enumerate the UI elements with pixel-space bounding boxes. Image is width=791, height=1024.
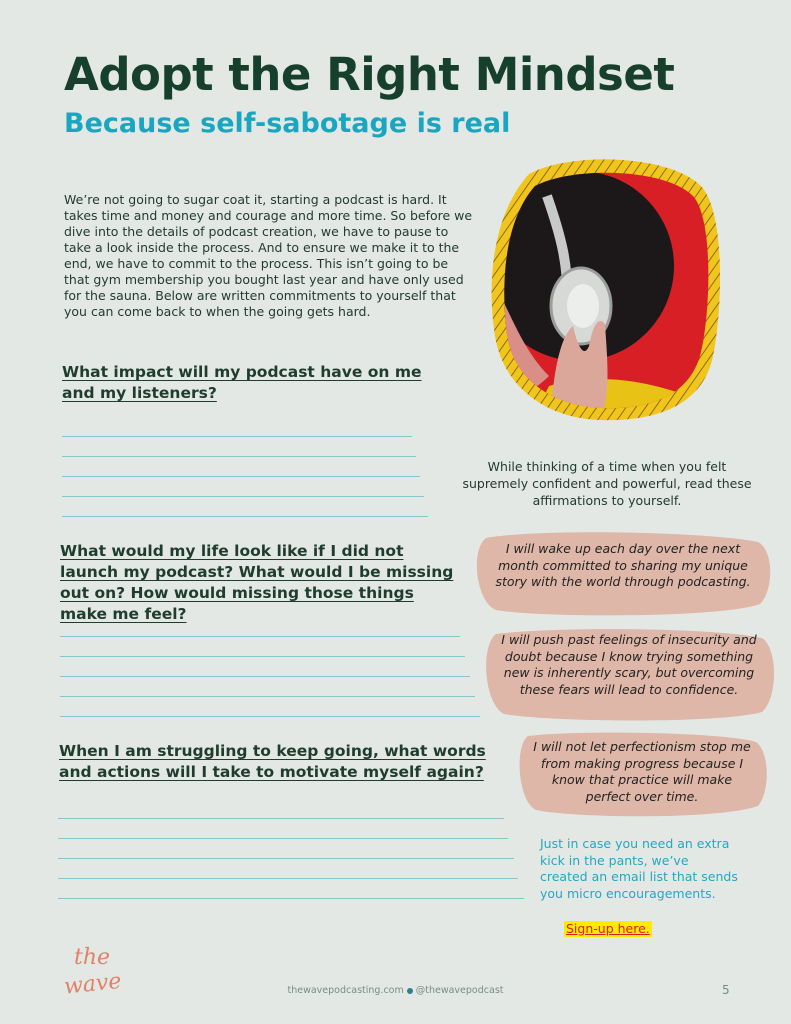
signup-link[interactable]: Sign-up here. [566, 921, 650, 936]
affirmation-bubble-2 [478, 626, 776, 722]
affirmations-intro: While thinking of a time when you felt supremely confident and powerful, read these affirmations to yourself. [462, 459, 752, 508]
answer-line[interactable] [62, 456, 416, 457]
answer-line[interactable] [58, 898, 524, 899]
answer-line[interactable] [58, 858, 514, 859]
headphones-photo [489, 156, 723, 422]
footer-dot-icon [407, 988, 413, 994]
answer-lines-1[interactable] [62, 436, 432, 526]
answer-line[interactable] [60, 696, 475, 697]
page-subtitle: Because self-sabotage is real [64, 108, 511, 139]
answer-line[interactable] [62, 476, 420, 477]
answer-line[interactable] [60, 676, 470, 677]
answer-lines-3[interactable] [58, 818, 528, 908]
answer-lines-2[interactable] [60, 636, 490, 726]
answer-line[interactable] [58, 838, 508, 839]
answer-line[interactable] [60, 656, 465, 657]
affirmation-text-3: I will not let perfectionism stop me from making progress because I know that practice will make perfect over time. [533, 739, 751, 804]
answer-line[interactable] [62, 436, 412, 437]
footer-handle[interactable]: @thewavepodcast [415, 985, 504, 996]
question-2: What would my life look like if I did not launch my podcast? What would I be missing out on? How would missing those things make me feel? [60, 542, 454, 623]
intro-paragraph: We’re not going to sugar coat it, starting a podcast is hard. It takes time and money and courage and more time. So before we dive into the details of podcast creation, we have to pause to take a look inside the process. And to ensure we make it to the end, we have to commit to the process. This isn’t going to be that gym membership you bought last year and have only used for the sauna. Below are written commitments to yourself that you can come back to when the going gets hard. [64, 192, 473, 319]
question-3: When I am struggling to keep going, what words and actions will I take to motivate myself again? [59, 742, 486, 781]
page-title: Adopt the Right Mindset [64, 48, 675, 101]
affirmation-text-2: I will push past feelings of insecurity and doubt because I know trying something new is inherently scary, but overcoming these fears will lead to confidence. [501, 632, 757, 697]
answer-line[interactable] [62, 496, 424, 497]
footer [0, 985, 791, 996]
logo-text-line1: the [74, 945, 111, 970]
answer-line[interactable] [62, 516, 428, 517]
affirmation-text-1: I will wake up each day over the next month committed to sharing my unique story with the world through podcasting. [495, 541, 751, 589]
footer-website[interactable]: thewavepodcasting.com [287, 985, 404, 996]
email-list-text: Just in case you need an extra kick in the pants, we’ve created an email list that sends you micro encouragements. [540, 836, 738, 901]
answer-line[interactable] [60, 636, 460, 637]
affirmation-bubble-3 [514, 730, 768, 818]
page-number: 5 [722, 983, 730, 997]
answer-line[interactable] [58, 878, 518, 879]
logo-text-line2: wave [62, 968, 123, 998]
answer-line[interactable] [58, 818, 504, 819]
question-1: What impact will my podcast have on me and my listeners? [62, 363, 422, 402]
affirmation-bubble-1 [472, 528, 774, 618]
answer-line[interactable] [60, 716, 480, 717]
